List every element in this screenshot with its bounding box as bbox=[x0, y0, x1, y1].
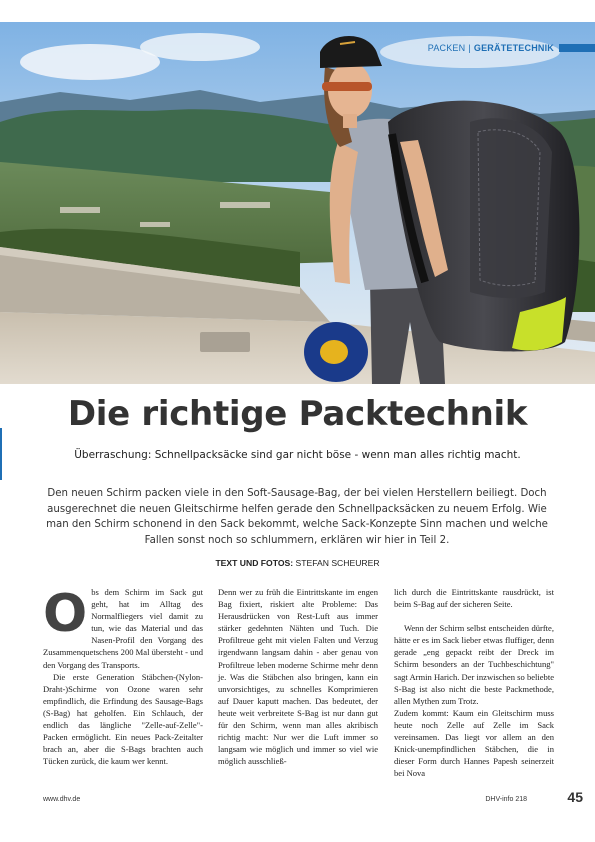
drop-cap: O bbox=[43, 584, 88, 644]
footer-magazine: DHV-info 218 bbox=[485, 796, 527, 803]
paragraph: Die erste Generation Stäbchen-(Nylon-Draht-)Schirme von Ozone waren sehr empfindlich, die Erfindung des Sausage-Bags (S-Bag) hat geholfen. Ein Schlauch, der endlich das längliche "Zelle-auf-Zelle"-Packen ermöglicht. Ein neues Pack-Zeitalter brach an, aber die S-Bags brachten auch Tücken zurück, die kaum wer kennt. bbox=[43, 671, 203, 767]
footer-website: www.dhv.de bbox=[43, 796, 81, 803]
subsection-label: GERÄTETECHNIK bbox=[473, 43, 554, 53]
article-lead: Den neuen Schirm packen viele in den Soft-Sausage-Bag, der bei vielen Herstellern beiliegt. Doch ausgerechnet die neuen Gleitschirme helfen gerade den Schnellpacksäcken zu neuem Erfolg. Wie man den Schirm schonend in den Sack bekommt, welche Sack-Konzepte Sinn machen und welche Fallen sonst noch so schlummern, erklären wir hier in Teil 2. bbox=[46, 488, 548, 546]
paragraph: Wenn der Schirm selbst entscheiden dürfte, hätte er es im Sack lieber etwas fluffiger, denn gerade „eng gepackt reibt der Dreck im Schirm besonders an der Tuchbeschichtung" sagt Armin Harich. Der inzwischen so beliebte S-Bag ist also nicht die beste Packmethode, allen Mythen zum Trotz. bbox=[394, 623, 554, 706]
section-separator: | bbox=[468, 43, 471, 53]
text-column-1 bbox=[43, 586, 203, 767]
paragraph: Denn wer zu früh die Eintrittskante im engen Bag fixiert, riskiert alte Probleme: Das Herausdrücken von Rest-Luft aus immer stärker gedehnten Nähten und Tuch. Die Profiltreue geht mit vielen Falten und Verzug irgendwann langsam dahin - aber genau von Profiltreue leben moderne Schirme mehr denn je. Was die Stäbchen also bringen, kann ein unvorsichtiges, zu schnelles Komprimieren auf Dauer kaputt machen. Das bedeutet, der heute weit verbreitete S-Bag ist nur dann gut für den Schirm, wenn man alles akribisch richtig macht: Nur wer die Luft immer so langsam wie möglich und immer so viel wie möglich ausschließ- bbox=[218, 587, 378, 767]
paragraph: Zudem kommt: Kaum ein Gleitschirm muss heute noch Zelle auf Zelle im Sack vereinsamen. Das liegt vor allem an den Knick-unempfindlichen Stäbchen, die in dieser Form durch Hannes Papesh seinerzeit bei Nova bbox=[394, 707, 554, 779]
article-credit bbox=[0, 558, 595, 568]
section-tag bbox=[428, 42, 595, 54]
section-label: PACKEN bbox=[427, 43, 466, 53]
paragraph-gap bbox=[394, 610, 554, 622]
section-color-bar bbox=[559, 44, 595, 52]
credit-label: TEXT UND FOTOS: bbox=[215, 558, 294, 568]
credit-author: STEFAN SCHEURER bbox=[295, 558, 380, 568]
hero-photo bbox=[0, 22, 595, 384]
paragraph: lich durch die Eintrittskante rausdrückt, ist beim S-Bag auf der sicheren Seite. bbox=[394, 587, 554, 610]
text-column-2 bbox=[218, 586, 378, 767]
article-subtitle: Überraschung: Schnellpacksäcke sind gar nicht böse - wenn man alles richtig macht. bbox=[74, 449, 521, 461]
text-column-3 bbox=[394, 586, 554, 779]
article-title: Die richtige Packtechnik bbox=[67, 394, 528, 434]
page-number: 45 bbox=[567, 789, 583, 805]
paragraph-text: bs dem Schirm im Sack gut geht, hat im Alltag des Normalfliegers viel damit zu tun, wie das Material und das Nasen-Profil den Vorgang des Zusammenquetschens 200 Mal übersteht - und den Vorgang des Transports. bbox=[43, 587, 203, 670]
paragraph bbox=[43, 586, 203, 671]
